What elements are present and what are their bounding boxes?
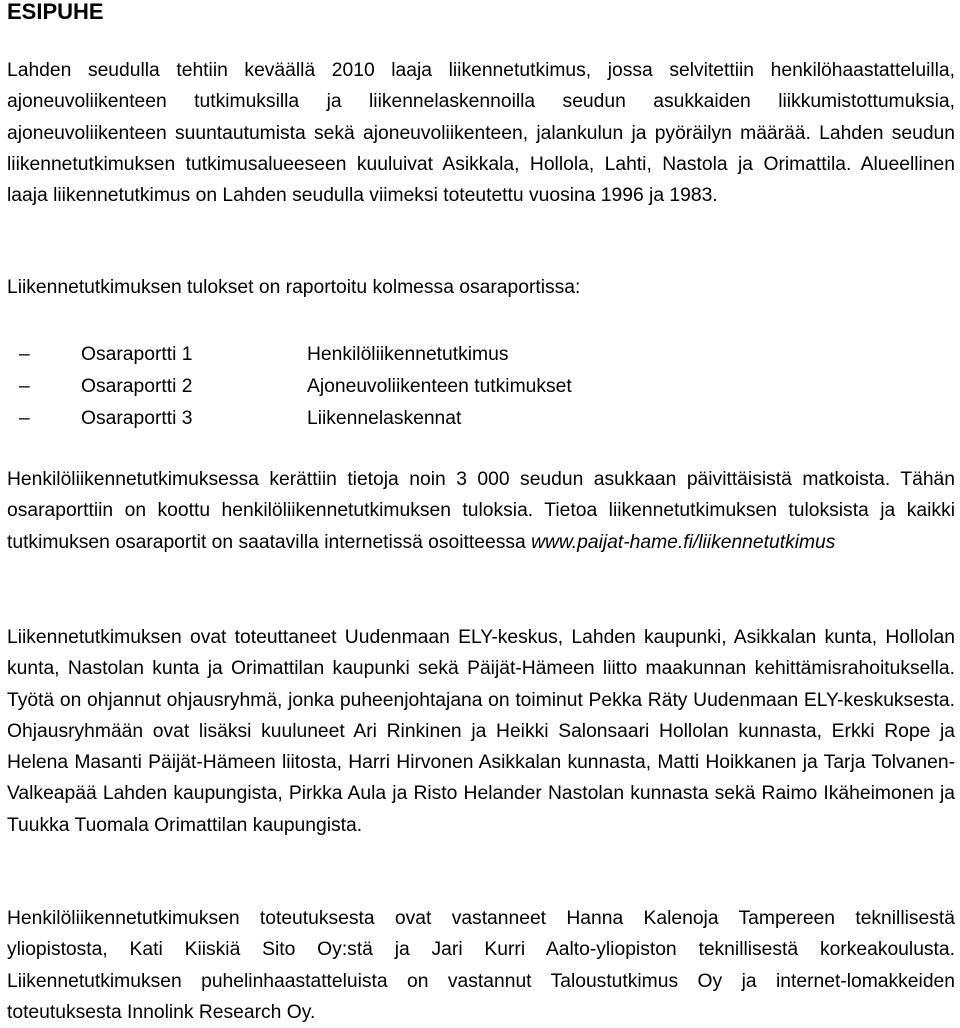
reports-intro-paragraph: Liikennetutkimuksen tulokset on raportoitu kolmessa osaraportissa: <box>7 277 581 298</box>
survey-paragraph-text: Henkilöliikennetutkimuksessa kerättiin tietoja noin 3 000 seudun asukkaan päivittäisistä matkoista. Tähän osaraporttiin on koottu henkilöliikennetutkimuksen tuloksia. Tietoa liikennetutkimuksen tuloksista ja kaikki tutkimuksen osaraportit on saatavilla internetissä osoitteessa <box>7 469 955 553</box>
credits-paragraph: Liikennetutkimuksen ovat toteuttaneet Uudenmaan ELY-keskus, Lahden kaupunki, Asikkalan kunta, Hollolan kunta, Nastolan kunta ja Orimattilan kaupunki sekä Päijät-Hämeen liitto maakunnan kehittämisrahoituksella. Työtä on ohjannut ohjausryhmä, jonka puheenjohtajana on toiminut Pekka Räty Uudenmaan ELY-keskuksesta. Ohjausryhmään ovat lisäksi kuuluneet Ari Rinkinen ja Heikki Salonsaari Hollolan kunnasta, Erkki Rope ja Helena Masanti Päijät-Hämeen liitosta, Harri Hirvonen Asikkalan kunnasta, Matti Hoikkanen ja Tarja Tolvanen-Valkeapää Lahden kaupungista, Pirkka Aula ja Risto Helander Nastolan kunnasta sekä Raimo Ikäheimonen ja Tuukka Tuomala Orimattilan kaupungista. <box>7 627 955 836</box>
report-list <box>7 339 955 435</box>
survey-paragraph <box>7 464 955 558</box>
dash-bullet: – <box>19 344 30 365</box>
dash-bullet: – <box>19 376 30 397</box>
report-part-label: Osaraportti 1 <box>81 344 193 365</box>
dash-bullet: – <box>19 408 30 429</box>
list-item <box>7 371 955 403</box>
report-title: Henkilöliikennetutkimus <box>307 344 509 365</box>
list-item <box>7 403 955 435</box>
implementation-paragraph: Henkilöliikennetutkimuksen toteutuksesta ovat vastanneet Hanna Kalenoja Tampereen teknillisestä yliopistosta, Kati Kiiskiä Sito Oy:stä ja Jari Kurri Aalto-yliopiston teknillisestä korkeakoulusta. Liikennetutkimuksen puhelinhaastatteluista on vastannut Taloustutkimus Oy ja internet-lomakkeiden toteutuksesta Innolink Research Oy. <box>7 908 955 1023</box>
report-title: Ajoneuvoliikenteen tutkimukset <box>307 376 572 397</box>
report-title: Liikennelaskennat <box>307 408 462 429</box>
page-title: ESIPUHE <box>7 0 104 24</box>
report-part-label: Osaraportti 2 <box>81 376 193 397</box>
list-item <box>7 339 955 371</box>
intro-paragraph: Lahden seudulla tehtiin keväällä 2010 laaja liikennetutkimus, jossa selvitettiin henkilöhaastatteluilla, ajoneuvoliikenteen tutkimuksilla ja liikennelaskennoilla seudun asukkaiden liikkumistottumuksia, ajoneuvoliikenteen suuntautumista sekä ajoneuvoliikenteen, jalankulun ja pyöräilyn määrää. Lahden seudun liikennetutkimuksen tutkimusalueeseen kuuluivat Asikkala, Hollola, Lahti, Nastola ja Orimattila. Alueellinen laaja liikennetutkimus on Lahden seudulla viimeksi toteutettu vuosina 1996 ja 1983. <box>7 60 955 207</box>
website-link[interactable]: www.paijat-hame.fi/liikennetutkimus <box>531 531 836 553</box>
report-part-label: Osaraportti 3 <box>81 408 193 429</box>
